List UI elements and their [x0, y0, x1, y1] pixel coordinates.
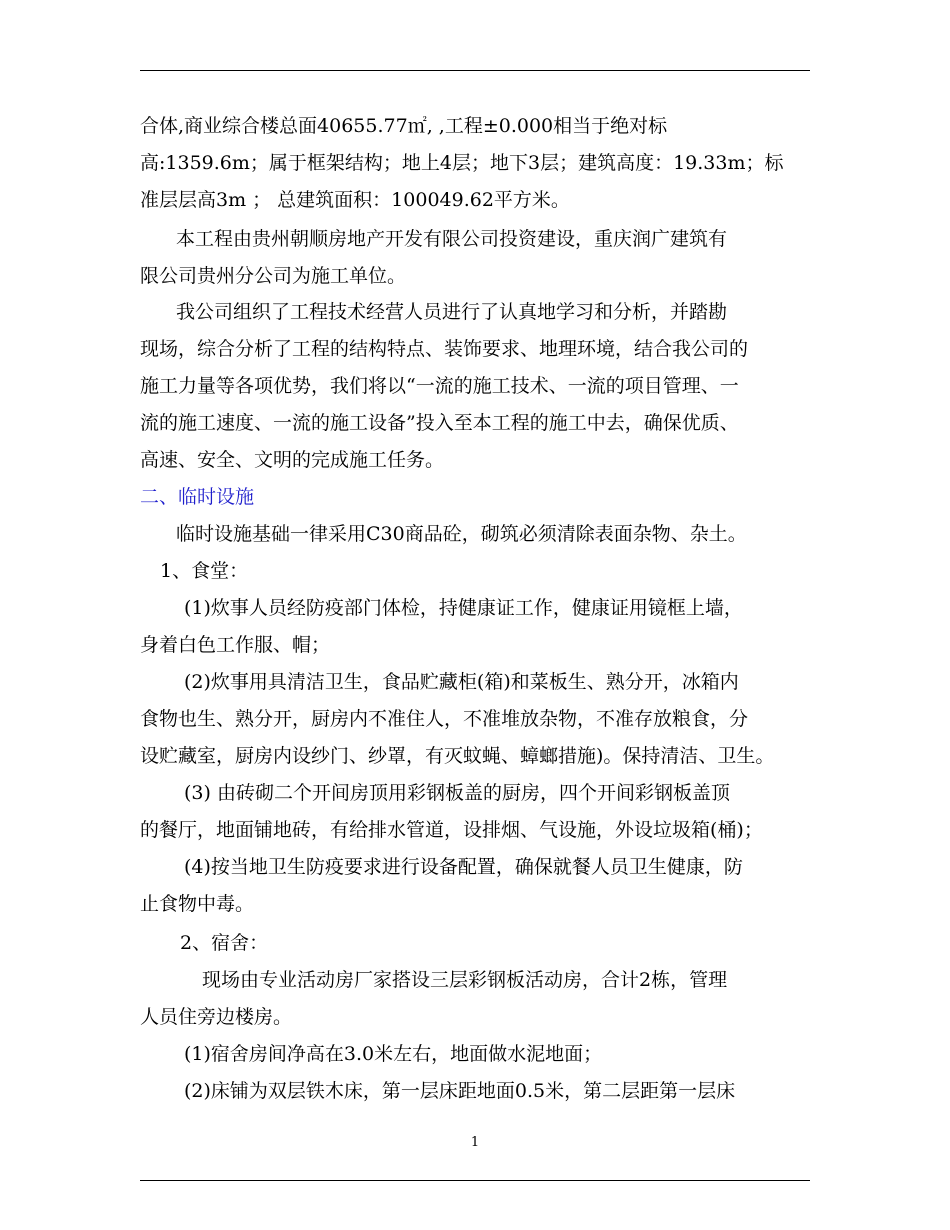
subheading: 2、宿舍： [180, 932, 269, 954]
section-heading: 二、临时设施 [140, 486, 255, 508]
body-line: 现场由专业活动房厂家搭设三层彩钢板活动房，合计2栋，管理 [202, 969, 728, 991]
list-item: (2)炊事用具清洁卫生，食品贮藏柜(箱)和菜板生、熟分开，冰箱内 [184, 671, 739, 693]
list-item: (4)按当地卫生防疫要求进行设备配置，确保就餐人员卫生健康，防 [184, 856, 743, 878]
body-line: 临时设施基础一律采用C30商品砼，砌筑必须清除表面杂物、杂土。 [176, 523, 747, 545]
body-line: 身着白色工作服、帽； [140, 634, 331, 656]
body-line: 食物也生、熟分开，厨房内不准住人，不准堆放杂物，不准存放粮食，分 [140, 708, 749, 730]
body-line: 施工力量等各项优势，我们将以“一流的施工技术、一流的项目管理、一 [140, 375, 739, 397]
subheading: 1、食堂： [160, 560, 249, 582]
body-line: 设贮藏室，厨房内设纱门、纱罩，有灭蚊蝇、蟑螂措施)。保持清洁、卫生。 [140, 745, 775, 767]
body-line: 合体,商业综合楼总面40655.77㎡, ,工程±0.000相当于绝对标 [140, 115, 668, 137]
list-item: (1)炊事人员经防疫部门体检，持健康证工作，健康证用镜框上墙， [184, 597, 743, 619]
list-item: (1)宿舍房间净高在3.0米左右，地面做水泥地面； [184, 1043, 603, 1065]
body-line: 准层层高3m ； 总建筑面积：100049.62平方米。 [140, 189, 570, 211]
body-line: 止食物中毒。 [140, 893, 255, 915]
header-rule [140, 70, 810, 71]
body-line: 限公司贵州分公司为施工单位。 [140, 265, 407, 287]
body-line: 我公司组织了工程技术经营人员进行了认真地学习和分析，并踏勘 [176, 301, 728, 323]
body-line: 现场，综合分析了工程的结构特点、装饰要求、地理环境，结合我公司的 [140, 338, 749, 360]
list-item: (2)床铺为双层铁木床，第一层床距地面0.5米，第二层距第一层床 [184, 1080, 736, 1102]
page-number: 1 [470, 1135, 480, 1150]
body-line: 人员住旁边楼房。 [140, 1006, 293, 1028]
body-line: 高:1359.6m；属于框架结构；地上4层；地下3层；建筑高度：19.33m；标 [140, 152, 784, 174]
body-line: 流的施工速度、一流的施工设备”投入至本工程的施工中去，确保优质、 [140, 412, 739, 434]
list-item: (3) 由砖砌二个开间房顶用彩钢板盖的厨房，四个开间彩钢板盖顶 [184, 782, 730, 804]
body-line: 的餐厅，地面铺地砖，有给排水管道，设排烟、气设施，外设垃圾箱(桶)； [140, 819, 763, 841]
body-line: 本工程由贵州朝顺房地产开发有限公司投资建设，重庆润广建筑有 [176, 228, 728, 250]
footer-rule [140, 1180, 810, 1181]
body-line: 高速、安全、文明的完成施工任务。 [140, 449, 445, 471]
